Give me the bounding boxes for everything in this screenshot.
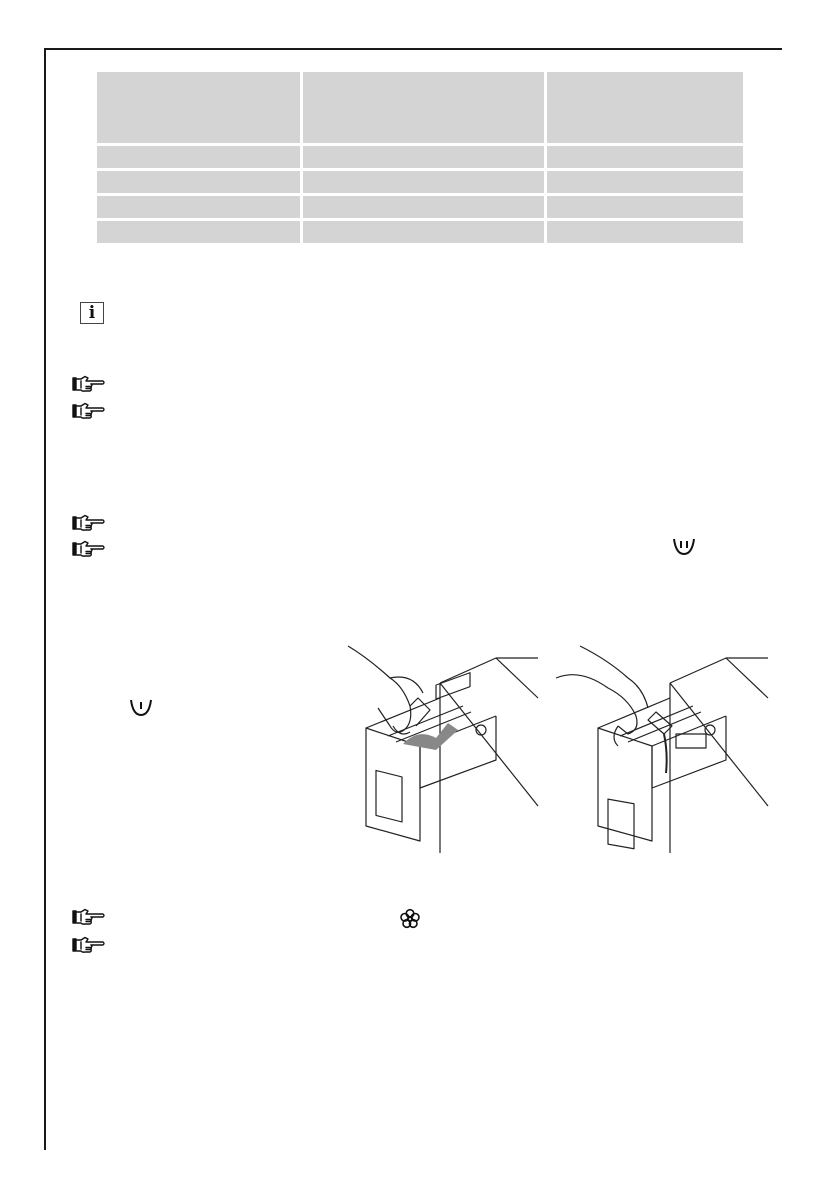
pointing-hand-icon: [72, 514, 106, 532]
table-cell: [545, 220, 743, 245]
pointing-hand-icon: [72, 402, 106, 420]
table-header-row: [97, 72, 743, 145]
table-cell: [97, 195, 301, 220]
table-row: [97, 195, 743, 220]
info-icon: i: [80, 302, 104, 324]
table-row: [97, 145, 743, 170]
table-cell: [301, 220, 545, 245]
table-header-cell: [545, 72, 743, 145]
pointing-hand-icon: [72, 540, 106, 558]
pointing-hand-icon: [72, 375, 106, 393]
softener-flower-icon: [399, 908, 421, 930]
table-cell: [545, 170, 743, 195]
page-top-rule: [44, 48, 782, 50]
program-table: [97, 72, 743, 246]
table-cell: [301, 145, 545, 170]
table-cell: [97, 220, 301, 245]
page-left-rule: [44, 48, 46, 1150]
pointing-hand-icon: [72, 936, 106, 954]
table-row: [97, 170, 743, 195]
illustration-right: [556, 646, 768, 853]
table-cell: [301, 195, 545, 220]
table-cell: [97, 170, 301, 195]
table-header-cell: [301, 72, 545, 145]
table-cell: [545, 145, 743, 170]
table-header-cell: [97, 72, 301, 145]
dispenser-illustration: [318, 638, 778, 853]
detergent-tub-single-icon: [129, 698, 153, 718]
detergent-tub-double-icon: [672, 537, 696, 557]
table-cell: [97, 145, 301, 170]
table-row: [97, 220, 743, 245]
pointing-hand-icon: [72, 908, 106, 926]
illustration-left: [348, 646, 538, 853]
table-cell: [301, 170, 545, 195]
table-cell: [545, 195, 743, 220]
